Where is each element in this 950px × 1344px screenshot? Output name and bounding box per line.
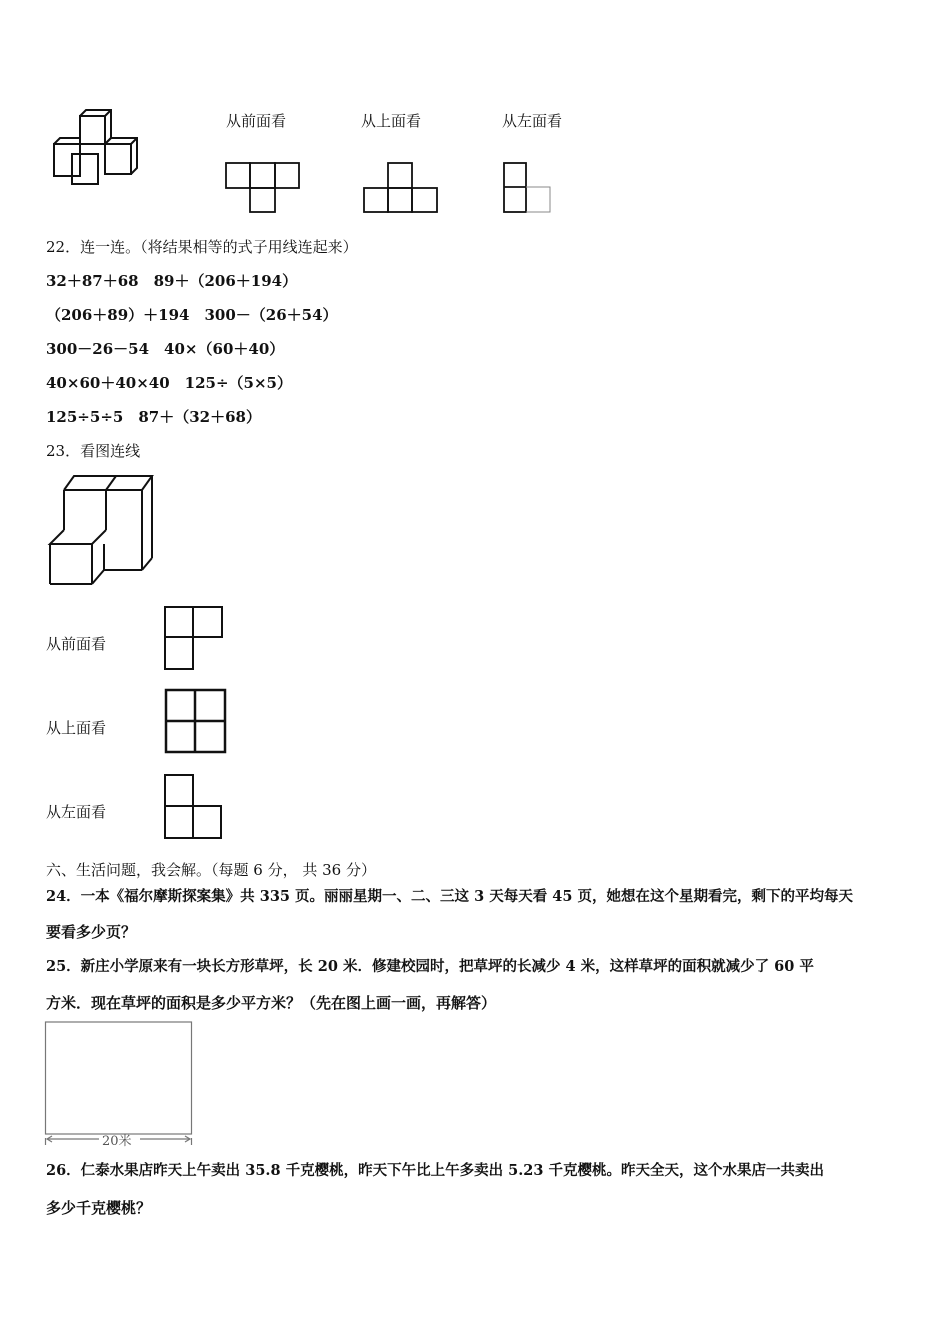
q21-left-view-diagram <box>503 162 555 214</box>
q23-top-view-diagram <box>164 688 228 756</box>
q21-label-top: 从上面看 <box>361 112 422 130</box>
q22-title: 22．连一连。（将结果相等的式子用线连起来） <box>46 238 358 256</box>
q22-row-3: 300－26－54 40×（60＋40） <box>46 340 285 358</box>
q21-front-view-diagram <box>225 162 301 214</box>
q24-line-1: 24．一本《福尔摩斯探案集》共 335 页。丽丽星期一、二、三这 3 天每天看 45 页，她想在这个星期看完，剩下的平均每天 <box>46 888 853 905</box>
q23-title: 23．看图连线 <box>46 442 141 460</box>
q21-label-left: 从左面看 <box>502 112 563 130</box>
q22-row-2: （206＋89）＋194 300－（26＋54） <box>46 306 338 324</box>
q23-label-left: 从左面看 <box>46 803 107 821</box>
q25-line-1: 25．新庄小学原来有一块长方形草坪，长 20 米．修建校园时，把草坪的长减少 4 米，这样草坪的面积就减少了 60 平 <box>46 958 814 975</box>
q23-front-view-diagram <box>164 605 226 671</box>
q21-label-front: 从前面看 <box>226 112 287 130</box>
q23-solid-figure <box>46 474 156 588</box>
q26-line-2: 多少千克樱桃？ <box>46 1199 152 1217</box>
q23-label-top: 从上面看 <box>46 719 107 737</box>
q26-line-1: 26．仁泰水果店昨天上午卖出 35.8 千克樱桃，昨天下午比上午多卖出 5.23 千克樱桃。昨天全天，这个水果店一共卖出 <box>46 1162 824 1179</box>
q23-label-front: 从前面看 <box>46 635 107 653</box>
q25-line-2: 方米．现在草坪的面积是多少平方米？（先在图上画一画，再解答） <box>46 994 497 1012</box>
q22-row-1: 32＋87＋68 89＋（206＋194） <box>46 272 298 290</box>
section-6-title: 六、生活问题，我会解。（每题 6 分， 共 36 分） <box>46 861 376 879</box>
q25-dimension-label: 20米 <box>102 1134 132 1149</box>
q24-line-2: 要看多少页？ <box>46 923 137 941</box>
q23-left-view-diagram <box>164 773 226 841</box>
q22-row-4: 40×60＋40×40 125÷（5×5） <box>46 374 292 392</box>
cube-arrangement-figure <box>50 108 150 188</box>
q22-row-5: 125÷5÷5 87＋（32＋68） <box>46 408 261 426</box>
q21-top-view-diagram <box>363 162 439 214</box>
